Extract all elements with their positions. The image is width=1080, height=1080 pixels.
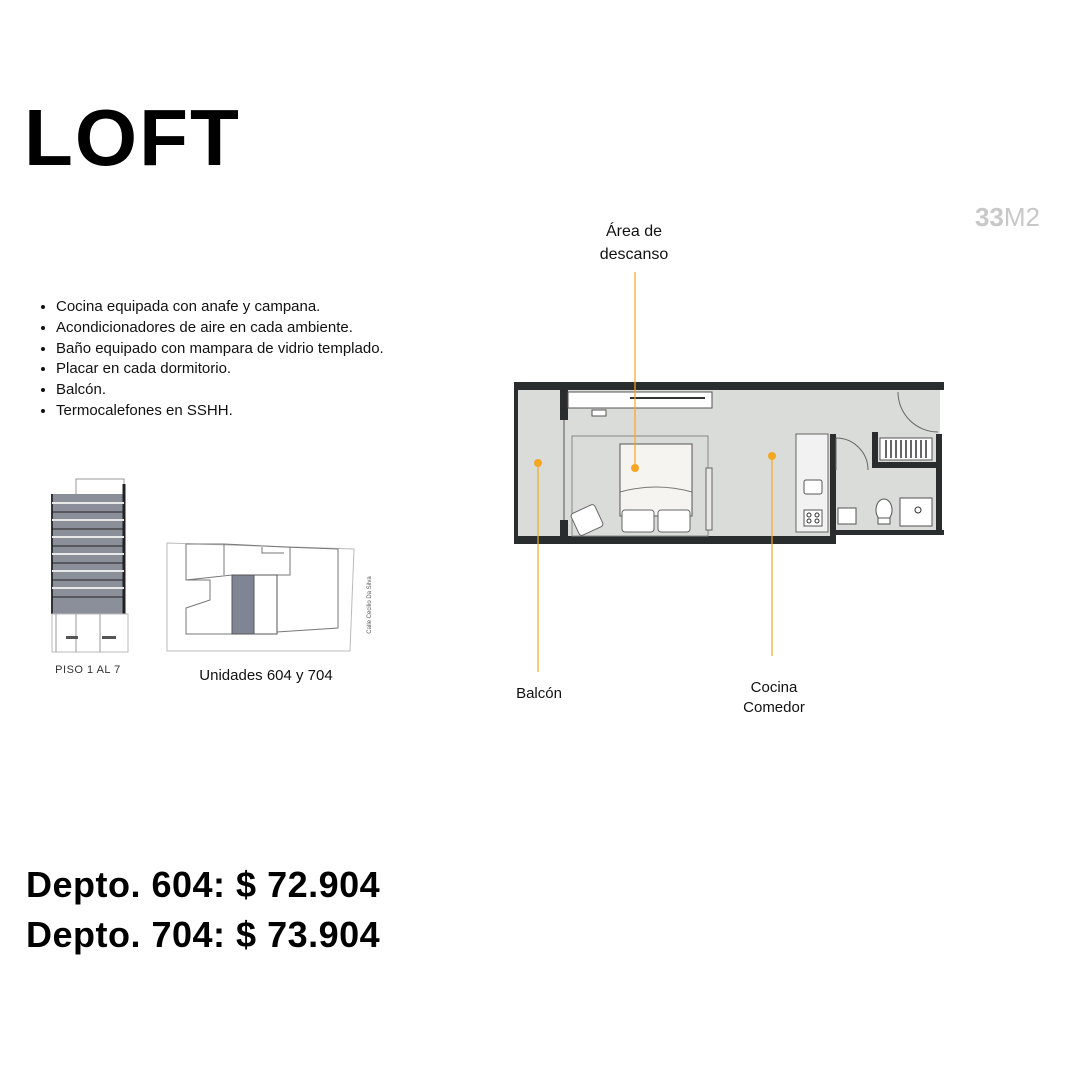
price-704: Depto. 704: $ 73.904 [26,914,381,955]
area-number: 33 [974,202,1004,232]
feature-item: • Termocalefones en SSHH. [56,401,384,422]
floors-label: PISO 1 AL 7 [55,664,121,676]
feature-item: • Placar en cada dormitorio. [56,359,384,380]
feature-item: • Balcón. [56,380,384,401]
building-elevation [52,479,128,652]
rest-area-label-line1: Área de [605,223,663,240]
area-unit: M2 [1003,202,1040,232]
feature-item: • Cocina equipada con anafe y campana. [56,297,384,318]
rest-area-label [574,220,694,266]
floor-plan [514,272,944,672]
prices-block [26,860,380,960]
kitchen-label [714,678,834,718]
price-604: Depto. 604: $ 72.904 [26,864,381,905]
rest-area-label-line2: descanso [599,246,669,263]
units-label: Unidades 604 y 704 [199,667,333,684]
kitchen-label-line1: Cocina [750,679,798,696]
street-label: Calle Cecilio Da Silva [367,576,373,634]
feature-item: • Baño equipado con mampara de vidrio templado. [56,339,384,360]
kitchen-label-line2: Comedor [743,699,805,716]
balcony-label: Balcón [516,685,562,702]
site-plan [167,543,354,651]
feature-item: • Acondicionadores de aire en cada ambiente. [56,318,384,339]
page-title: LOFT [24,93,241,182]
